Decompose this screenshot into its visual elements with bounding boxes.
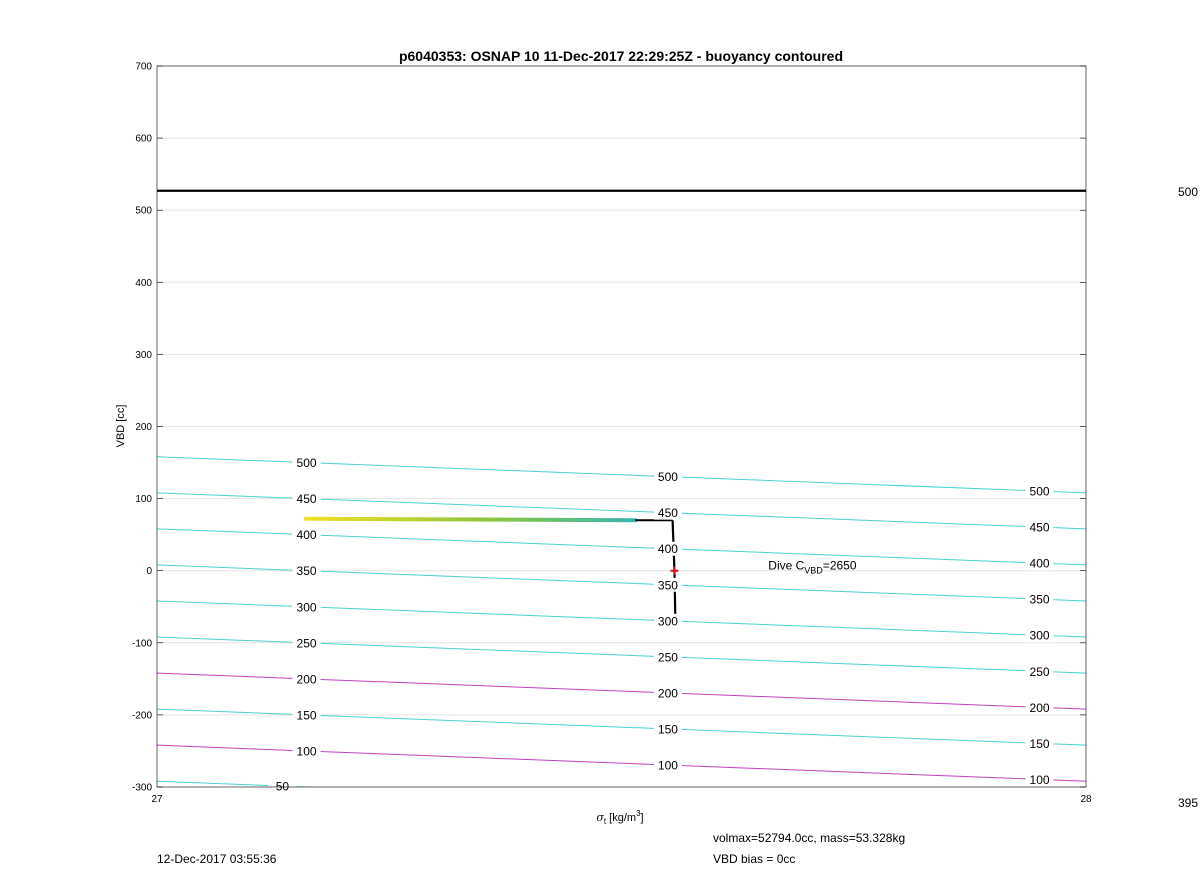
y-tick-label: 700 (135, 61, 152, 73)
y-tick-label: 500 (135, 205, 152, 217)
x-tick-label: 27 (151, 794, 163, 805)
y-tick-label: -300 (131, 782, 152, 794)
y-tick-label: 600 (135, 133, 152, 145)
contour-label: 100 (1029, 772, 1050, 787)
x-axis-label-sub: t (603, 817, 607, 826)
x-axis-label (596, 809, 643, 826)
y-tick-label: 200 (135, 422, 152, 433)
contour-labels (268, 456, 1053, 794)
y-axis-ticks (132, 62, 1086, 794)
x-axis-label-sup: 3 (636, 809, 641, 818)
y-axis-label: VBD [cc] (115, 404, 127, 448)
contour-label: 450 (296, 492, 317, 507)
y-tick-label: 0 (146, 566, 152, 578)
contour-label: 400 (296, 528, 317, 543)
right-axis-bottom-label: 395 (1178, 796, 1199, 810)
x-axis-label-unit: [kg/m (609, 812, 637, 824)
footer-vbd-bias: VBD bias = 0cc (713, 852, 796, 866)
contour-label: 250 (1029, 664, 1050, 679)
footer-timestamp: 12-Dec-2017 03:55:36 (157, 852, 277, 866)
contour-label: 400 (657, 542, 678, 557)
contour-label: 100 (657, 758, 678, 773)
annotation-sub: VBD (804, 565, 823, 576)
contour-label: 300 (657, 614, 678, 629)
x-axis-label-close: ] (640, 812, 644, 824)
contour-label: 250 (296, 636, 317, 651)
contour-label: 500 (1029, 484, 1050, 499)
y-tick-label: -200 (131, 710, 152, 722)
contour-label: 300 (296, 600, 317, 615)
dive-upper-series (306, 519, 636, 520)
x-axis-label-symbol: σ (596, 811, 604, 824)
dive-cvbd-annotation (768, 558, 857, 575)
contour-label: 100 (296, 744, 317, 759)
contour-label: 400 (1029, 556, 1050, 571)
contour-label: 200 (657, 686, 678, 701)
contour-label: 50 (275, 779, 290, 794)
x-axis-ticks (151, 794, 1092, 805)
chart-title: p6040353: OSNAP 10 11-Dec-2017 22:29:25Z - buoyancy contoured (398, 48, 844, 64)
contour-label: 250 (657, 650, 678, 665)
footer-volmax-mass: volmax=52794.0cc, mass=53.328kg (713, 831, 906, 845)
contour-label: 350 (657, 578, 678, 593)
contour-label: 150 (1029, 736, 1050, 751)
y-tick-label: 400 (135, 277, 152, 289)
contour-label: 350 (296, 564, 317, 579)
right-axis-top-label: 500 (1178, 185, 1199, 199)
y-tick-label: 100 (135, 494, 152, 506)
x-tick-label: 28 (1080, 794, 1092, 805)
y-tick-label: -100 (131, 638, 152, 650)
contour-label: 500 (657, 470, 678, 485)
contour-label: 450 (1029, 520, 1050, 535)
cvbd-marker (670, 567, 678, 575)
annotation-tail: =2650 (822, 558, 857, 573)
contour-label: 200 (1029, 700, 1050, 715)
y-grid (157, 138, 1086, 715)
dive-series (306, 519, 679, 621)
contour-label: 500 (296, 456, 317, 471)
annotation-main: Dive C (768, 558, 805, 573)
contour-label: 350 (1029, 592, 1050, 607)
contour-label: 200 (296, 672, 317, 687)
contour-label: 450 (657, 506, 678, 521)
y-tick-label: 300 (135, 349, 152, 361)
contour-label: 150 (657, 722, 678, 737)
contour-label: 300 (1029, 628, 1050, 643)
contour-label: 150 (296, 708, 317, 723)
